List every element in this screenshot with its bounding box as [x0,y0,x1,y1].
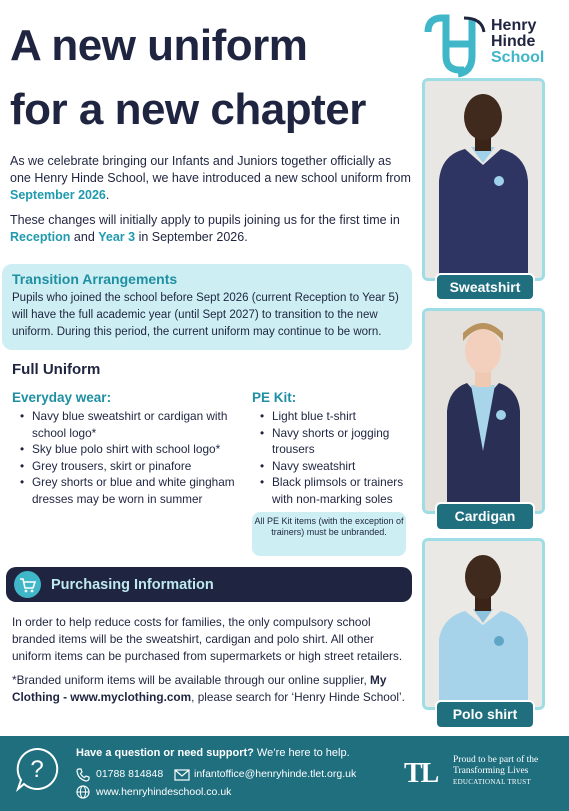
purchasing-paragraph-2 [12,672,414,706]
svg-text:?: ? [30,756,44,783]
title-line-1: A new uniform [10,21,308,70]
trust-logo: TL [404,758,438,789]
transition-heading: Transition Arrangements [12,271,178,287]
list-item: • Navy blue sweatshirt or cardigan with school logo* [12,408,237,441]
supplier-name: My Clothing - www.myclothing.com [12,673,387,704]
sweatshirt-photo [422,78,545,281]
email-link[interactable]: infantoffice@henryhinde.tlet.org.uk [194,768,357,780]
shopping-cart-icon [14,571,41,598]
polo-shirt-caption: Polo shirt [435,700,535,729]
purchasing-p2-end: , please search for ‘Henry Hinde School’. [191,690,405,704]
intro-year3-highlight: Year 3 [98,230,136,244]
pe-kit-heading: PE Kit: [252,390,297,405]
everyday-wear-list [12,408,237,507]
intro-p1-text: As we celebrate bringing our Infants and Juniors together officially as one Henry Hinde School, we have introduced a new school uniform from [10,154,411,185]
cardigan-photo [422,308,545,514]
trust-line-1: Proud to be part of the [453,755,539,765]
list-item: • Navy sweatshirt [252,458,412,475]
title-line-2: for a new chapter [10,85,366,134]
intro-paragraph-1 [10,153,412,204]
list-item: • Light blue t-shirt [252,408,412,425]
list-item: • Navy shorts or jogging trousers [252,425,412,458]
purchasing-heading: Purchasing Information [51,577,214,593]
intro-paragraph-2 [10,212,412,246]
footer-lead-rest: We’re here to help. [253,747,350,759]
sweatshirt-caption: Sweatshirt [435,273,535,301]
pe-kit-note: All PE Kit items (with the exception of trainers) must be unbranded. [252,512,406,556]
phone-number[interactable]: 01788 814848 [96,768,164,780]
trust-text [453,755,538,788]
logo-line-1: Henry [491,17,537,34]
question-icon [14,746,60,792]
polo-shirt-photo [422,538,545,710]
intro-p1-end: . [105,188,110,202]
logo-wordmark [491,18,544,66]
full-uniform-heading: Full Uniform [12,361,101,378]
intro-reception-highlight: Reception [10,230,71,244]
globe-icon [76,785,90,799]
cardigan-caption: Cardigan [435,502,535,531]
intro-p2-and: and [70,230,99,244]
list-item: • Grey trousers, skirt or pinafore [12,458,237,475]
list-item: • Grey shorts or blue and white gingham dresses may be worn in summer [12,474,237,507]
phone-icon [76,768,90,782]
everyday-wear-heading: Everyday wear: [12,390,112,405]
list-item: • Black plimsols or trainers with non-marking soles [252,474,412,507]
logo-line-2: Hinde [491,33,536,50]
trust-line-3: EDUCATIONAL TRUST [453,778,532,786]
trust-line-2: Transforming Lives [453,766,529,776]
logo-line-3: School [491,49,545,66]
footer-lead [76,747,350,759]
page-title [10,14,366,142]
intro-date-highlight: September 2026 [10,188,106,202]
purchasing-body [12,614,414,713]
list-item: • Sky blue polo shirt with school logo* [12,441,237,458]
transition-body: Pupils who joined the school before Sept 2026 (current Reception to Year 5) will have the full academic year (until Sept 2027) to transition to the new uniform. During this period, the current uniform may continue to be worn. [12,292,399,338]
intro-p2-end: in September 2026. [135,230,248,244]
footer-lead-bold: Have a question or need support? [76,747,254,759]
purchasing-p2-start: *Branded uniform items will be available through our online supplier, [12,673,371,687]
pe-kit-list [252,408,412,507]
purchasing-paragraph-1: In order to help reduce costs for families, the only compulsory school branded items will be the sweatshirt, cardigan and polo shirt. All other uniform items can be purchased from supermarkets or high street retailers. [12,615,403,663]
email-icon [174,768,190,782]
intro-text [10,153,412,254]
website-link[interactable]: www.henryhindeschool.co.uk [96,786,232,798]
intro-p2-text: These changes will initially apply to pupils joining us for the first time in [10,213,400,227]
